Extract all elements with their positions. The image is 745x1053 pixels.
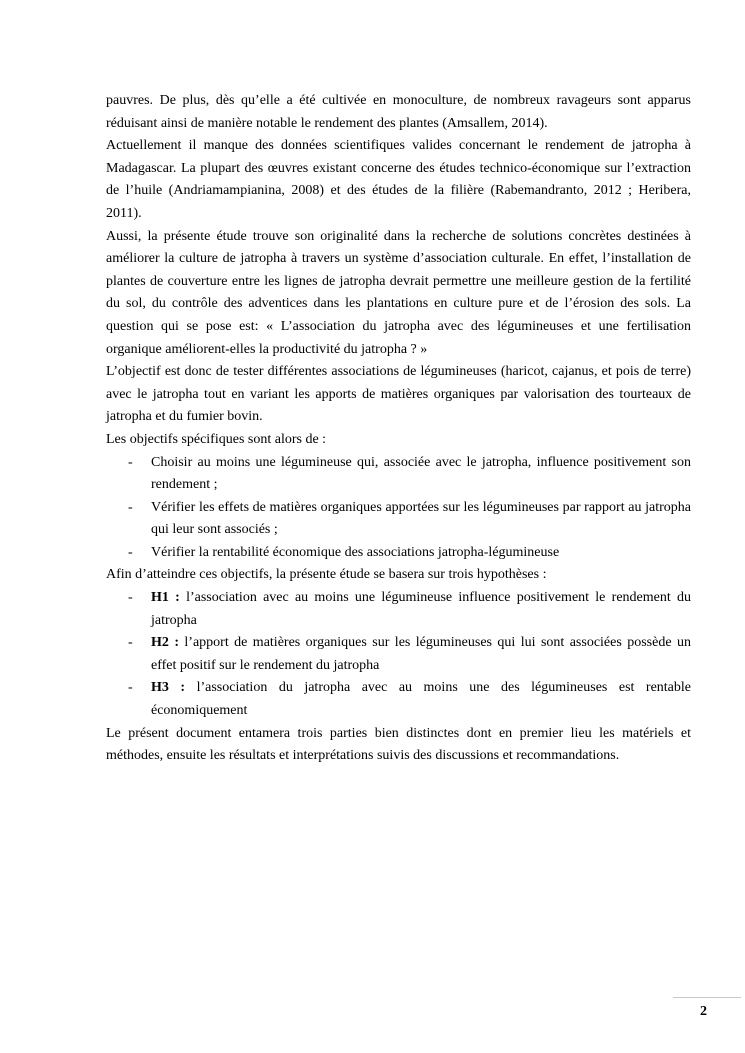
objective-item <box>106 542 691 565</box>
page-number: 2 <box>700 1004 707 1019</box>
paragraph-donnees-manquantes: Actuellement il manque des données scientifiques valides concernant le rendement de jatropha à Madagascar. La plupart des œuvres existant concerne des études technico-économique sur l’extraction de l’huile (Andriamampianina, 2008) et des études de la filière (Rabemandranto, 2012 ; Heribera, 2011). <box>106 138 691 221</box>
objectives-list <box>106 452 691 565</box>
objective-text: Choisir au moins une légumineuse qui, associée avec le jatropha, influence positivement son rendement ; <box>151 454 691 493</box>
objective-item <box>106 452 691 497</box>
objective-item <box>106 497 691 542</box>
hypothesis-label: H1 : <box>151 590 180 606</box>
list-dash: - <box>128 635 133 651</box>
hypothesis-item <box>106 677 691 722</box>
footer-divider <box>673 997 741 998</box>
objective-text: Vérifier les effets de matières organiques apportées sur les légumineuses par rapport au jatropha qui leur sont associés ; <box>151 499 691 538</box>
objective-text: Vérifier la rentabilité économique des associations jatropha-légumineuse <box>151 544 560 560</box>
list-dash: - <box>128 454 133 470</box>
hypothesis-label: H3 : <box>151 680 186 696</box>
list-dash: - <box>128 499 133 515</box>
hypothesis-item <box>106 587 691 632</box>
page-body <box>106 90 691 768</box>
list-dash: - <box>128 590 133 606</box>
hypothesis-text: l’association du jatropha avec au moins une des légumineuses est rentable économiquement <box>151 680 691 719</box>
paragraph-ravageurs: pauvres. De plus, dès qu’elle a été cultivée en monoculture, de nombreux ravageurs sont apparus réduisant ainsi de manière notable le rendement des plantes (Amsallem, 2014). <box>106 93 691 131</box>
hypothesis-text: l’association avec au moins une légumineuse influence positivement le rendement du jatropha <box>151 590 691 628</box>
objectives-intro: Les objectifs spécifiques sont alors de : <box>106 431 327 447</box>
paragraph-conclusion: Le présent document entamera trois parties bien distinctes dont en premier lieu les matériels et méthodes, ensuite les résultats et interprétations suivis des discussions et recommandations. <box>106 725 691 764</box>
hypotheses-intro: Afin d’atteindre ces objectifs, la présente étude se basera sur trois hypothèses : <box>106 567 547 583</box>
hypothesis-label: H2 : <box>151 635 179 651</box>
hypothesis-text: l’apport de matières organiques sur les légumineuses qui lui sont associées possède un effet positif sur le rendement du jatropha <box>151 635 691 673</box>
paragraph-originalite: Aussi, la présente étude trouve son originalité dans la recherche de solutions concrètes destinées à améliorer la culture de jatropha à travers un système d’association culturale. En effet, l’installation de plantes de couverture entre les lignes de jatropha devrait permettre une meilleure gestion de la fertilité du sol, du contrôle des adventices dans les plantations en culture pure et de l’érosion des sols. La question qui se pose est: « L’association du jatropha avec des légumineuses et une fertilisation organique améliorent-elles la productivité du jatropha ? » <box>106 228 691 357</box>
list-dash: - <box>128 680 133 696</box>
list-dash: - <box>128 544 133 560</box>
hypotheses-list <box>106 587 691 723</box>
hypothesis-item <box>106 632 691 677</box>
paragraph-objectif-general: L’objectif est donc de tester différentes associations de légumineuses (haricot, cajanus, et pois de terre) avec le jatropha tout en variant les apports de matières organiques par valorisation des tourteaux de jatropha et du fumier bovin. <box>106 364 691 425</box>
